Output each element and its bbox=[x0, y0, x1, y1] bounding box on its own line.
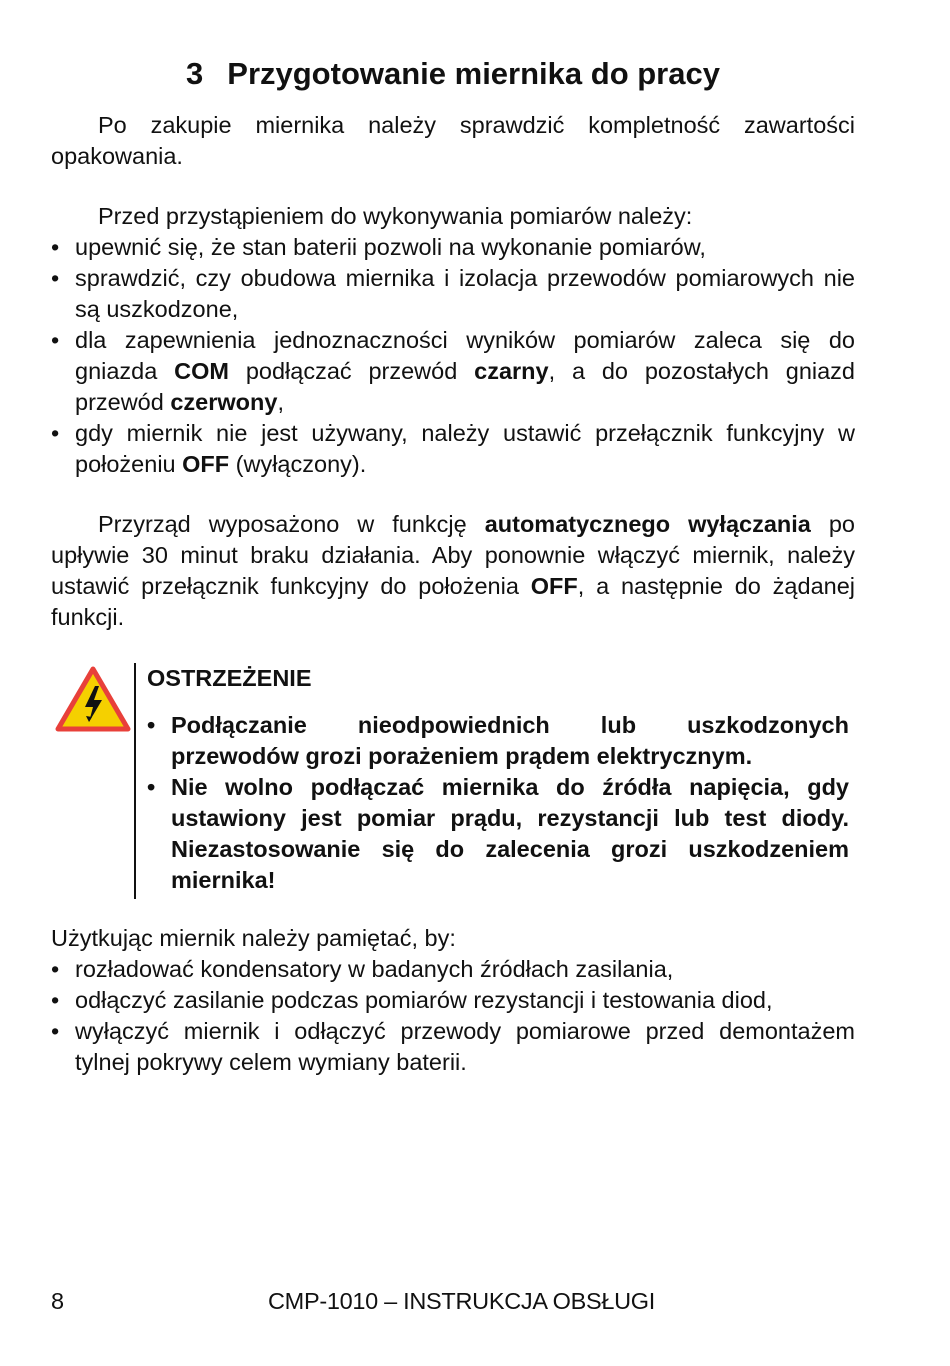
list-item: • gdy miernik nie jest używany, należy ustawić przełącznik funkcyjny w położeniu OFF (wyłączony). bbox=[51, 418, 855, 480]
warning-list bbox=[147, 710, 849, 896]
warning-box bbox=[51, 663, 855, 899]
list-item: • sprawdzić, czy obudowa miernika i izolacja przewodów pomiarowych nie są uszkodzone, bbox=[51, 263, 855, 325]
page-title bbox=[51, 52, 855, 96]
usage-list bbox=[51, 954, 855, 1078]
intro-paragraph: Po zakupie miernika należy sprawdzić kompletność zawartości opakowania. bbox=[51, 112, 855, 169]
list-item: • Podłączanie nieodpowiednich lub uszkodzonych przewodów grozi porażeniem prądem elektrycznym. bbox=[147, 710, 849, 772]
document-title: CMP-1010 – INSTRUKCJA OBSŁUGI bbox=[268, 1288, 656, 1314]
list-item: • rozładować kondensatory w badanych źródłach zasilania, bbox=[51, 954, 855, 985]
auto-off-term: automatycznego wyłączania bbox=[484, 511, 811, 537]
red-lead-label: czerwony bbox=[170, 389, 278, 415]
high-voltage-warning-icon bbox=[55, 666, 131, 732]
warning-content bbox=[147, 663, 849, 896]
list-item: • odłączyć zasilanie podczas pomiarów rezystancji i testowania diod, bbox=[51, 985, 855, 1016]
before-lead: Przed przystąpieniem do wykonywania pomiarów należy: bbox=[98, 203, 693, 229]
page-number: 8 bbox=[51, 1288, 65, 1314]
section-number: 3 bbox=[186, 56, 204, 91]
before-list bbox=[51, 232, 855, 480]
off-position-label: OFF bbox=[530, 573, 578, 599]
black-lead-label: czarny bbox=[474, 358, 549, 384]
list-item: • Nie wolno podłączać miernika do źródła napięcia, gdy ustawiony jest pomiar prądu, rezystancji lub test diody. Niezastosowanie się do zalecenia grozi uszkodzeniem miernika! bbox=[147, 772, 849, 896]
list-item: • dla zapewnienia jednoznaczności wyników pomiarów zaleca się do gniazda COM podłączać przewód czarny, a do pozostałych gniazd przewód czerwony, bbox=[51, 325, 855, 418]
list-item: • upewnić się, że stan baterii pozwoli na wykonanie pomiarów, bbox=[51, 232, 855, 263]
off-position-label: OFF bbox=[182, 451, 230, 477]
warning-title: OSTRZEŻENIE bbox=[147, 665, 312, 691]
list-item: • wyłączyć miernik i odłączyć przewody pomiarowe przed demontażem tylnej pokrywy celem wymiany baterii. bbox=[51, 1016, 855, 1078]
com-socket-label: COM bbox=[174, 358, 229, 384]
section-title: Przygotowanie miernika do pracy bbox=[227, 56, 720, 91]
auto-off-paragraph: Przyrząd wyposażono w funkcję automatycznego wyłączania po upływie 30 minut braku działania. Aby ponownie włączyć miernik, należy ustawić przełącznik funkcyjny do położenia OFF, a następnie do żądanej funkcji. bbox=[51, 511, 855, 630]
page-content bbox=[51, 52, 855, 1078]
warning-divider bbox=[134, 663, 136, 899]
usage-lead: Użytkując miernik należy pamiętać, by: bbox=[51, 925, 456, 951]
